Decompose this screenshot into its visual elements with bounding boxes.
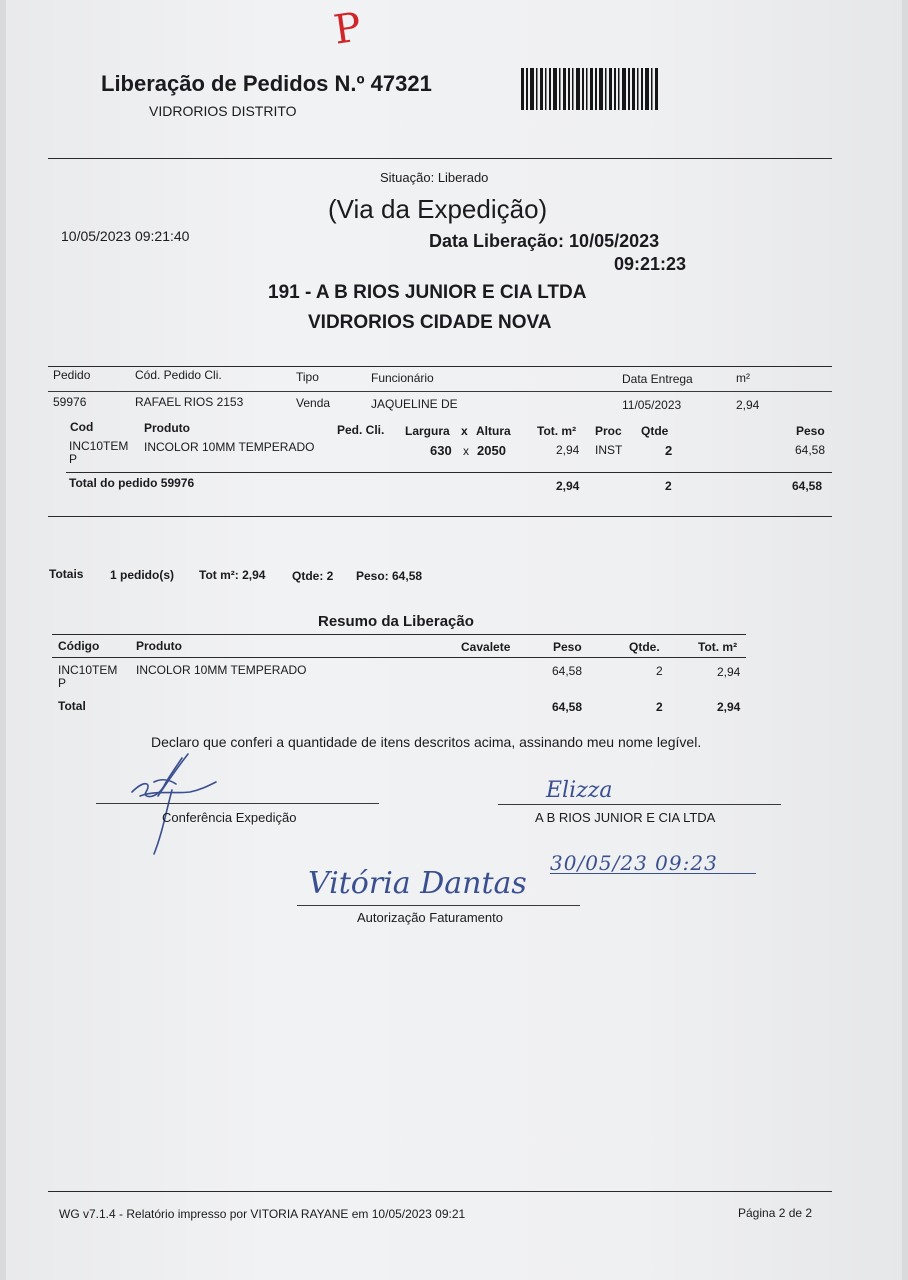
via-label: (Via da Expedição) (328, 194, 548, 224)
item-col-peso: Peso (796, 424, 825, 438)
client-store: VIDRORIOS CIDADE NOVA (308, 312, 552, 333)
order-table-top-line (48, 366, 832, 367)
order-table-bottom-line (48, 516, 832, 517)
resumo-row-qtde: 2 (656, 664, 663, 678)
order-total-line (66, 472, 832, 473)
handwritten-date: 30/05/23 09:23 (550, 851, 718, 875)
col-m2: m² (736, 371, 750, 385)
col-funcionario: Funcionário (371, 371, 434, 385)
row-pedido: 59976 (53, 395, 87, 409)
resumo-row-produto: INCOLOR 10MM TEMPERADO (136, 663, 307, 677)
client-signature-line (498, 804, 781, 805)
faturamento-handwritten-signature: Vitória Dantas (308, 866, 527, 901)
resumo-total-peso: 64,58 (552, 700, 583, 714)
declaration-text: Declaro que conferi a quantidade de itens descritos acima, assinando meu nome legível. (151, 734, 702, 750)
resumo-col-cavalete: Cavalete (461, 640, 511, 654)
col-cod-cli: Cód. Pedido Cli. (135, 368, 222, 382)
item-col-produto: Produto (144, 421, 190, 435)
client-signature-label: A B RIOS JUNIOR E CIA LTDA (535, 810, 716, 825)
row-tipo: Venda (296, 396, 331, 410)
resumo-top-line (52, 634, 746, 635)
item-col-qtde: Qtde (641, 424, 669, 438)
data-liberacao-time: 09:21:23 (614, 254, 687, 274)
item-proc: INST (595, 443, 623, 457)
resumo-col-codigo: Código (58, 639, 100, 653)
order-total-m2: 2,94 (556, 479, 580, 493)
order-header-line (48, 391, 832, 392)
company-name: VIDRORIOS DISTRITO (149, 103, 297, 119)
item-cod: INC10TEM (69, 439, 129, 453)
document-page (6, 0, 902, 1280)
item-col-x: x (461, 424, 468, 438)
item-col-cod: Cod (70, 420, 94, 434)
resumo-total-qtde: 2 (656, 700, 663, 714)
data-liberacao: Data Liberação: 10/05/2023 (429, 231, 660, 251)
totais-pedidos: 1 pedido(s) (110, 568, 175, 582)
resumo-row-cod-cont: P (58, 676, 67, 690)
document-title: Liberação de Pedidos N.º 47321 (101, 71, 432, 96)
col-tipo: Tipo (296, 370, 319, 384)
client-name: 191 - A B RIOS JUNIOR E CIA LTDA (268, 282, 587, 303)
item-col-ped-cli: Ped. Cli. (337, 423, 385, 437)
header-divider (48, 158, 832, 159)
col-pedido: Pedido (53, 368, 91, 382)
item-tot-m2: 2,94 (556, 443, 580, 457)
item-produto: INCOLOR 10MM TEMPERADO (144, 440, 315, 454)
item-x: x (463, 444, 469, 458)
item-col-proc: Proc (595, 424, 622, 438)
autorizacao-line (297, 905, 580, 906)
totais-peso: Peso: 64,58 (356, 569, 423, 583)
item-qtde: 2 (665, 443, 673, 458)
resumo-col-produto: Produto (136, 639, 182, 653)
row-data-entrega: 11/05/2023 (622, 398, 682, 412)
order-total-peso: 64,58 (792, 479, 823, 493)
conferencia-line (96, 803, 379, 804)
resumo-title: Resumo da Liberação (318, 613, 474, 630)
resumo-total-label: Total (58, 699, 86, 713)
handwritten-date-underline (550, 873, 756, 874)
order-total-label: Total do pedido 59976 (69, 476, 195, 490)
resumo-row-peso: 64,58 (552, 664, 583, 678)
totais-m2: Tot m²: 2,94 (199, 568, 266, 582)
resumo-row-cod: INC10TEM (58, 663, 118, 677)
row-funcionario: JAQUELINE DE (371, 397, 458, 411)
resumo-col-peso: Peso (553, 640, 582, 654)
resumo-row-tot-m2: 2,94 (717, 665, 741, 679)
corner-mark: P (330, 4, 364, 54)
client-handwritten-signature: Elizza (546, 778, 613, 803)
resumo-col-qtde: Qtde. (629, 640, 660, 654)
order-total-qtde: 2 (665, 479, 672, 493)
item-peso: 64,58 (795, 443, 826, 457)
totais-qtde: Qtde: 2 (292, 569, 334, 583)
item-col-largura: Largura (405, 424, 450, 438)
autorizacao-label: Autorização Faturamento (357, 910, 503, 925)
row-cod-cli: RAFAEL RIOS 2153 (135, 395, 244, 409)
conferencia-label: Conferência Expedição (162, 810, 297, 825)
print-timestamp: 10/05/2023 09:21:40 (61, 228, 190, 244)
resumo-total-tot-m2: 2,94 (717, 700, 741, 714)
item-altura: 2050 (477, 443, 506, 458)
barcode-image (521, 68, 661, 110)
footer-line (48, 1191, 832, 1192)
conferencia-signature (116, 750, 256, 860)
item-col-altura: Altura (476, 424, 511, 438)
page-number: Página 2 de 2 (738, 1206, 813, 1220)
row-m2: 2,94 (736, 398, 760, 412)
item-largura: 630 (430, 443, 452, 458)
item-cod-cont: P (69, 452, 78, 466)
totais-label: Totais (49, 567, 84, 581)
resumo-header-line (52, 657, 746, 658)
situacao-label: Situação: Liberado (380, 170, 489, 185)
item-col-tot-m2: Tot. m² (537, 424, 577, 438)
col-data-entrega: Data Entrega (622, 372, 693, 386)
resumo-col-tot-m2: Tot. m² (698, 640, 738, 654)
footer-info: WG v7.1.4 - Relatório impresso por VITORIA RAYANE em 10/05/2023 09:21 (59, 1207, 466, 1221)
